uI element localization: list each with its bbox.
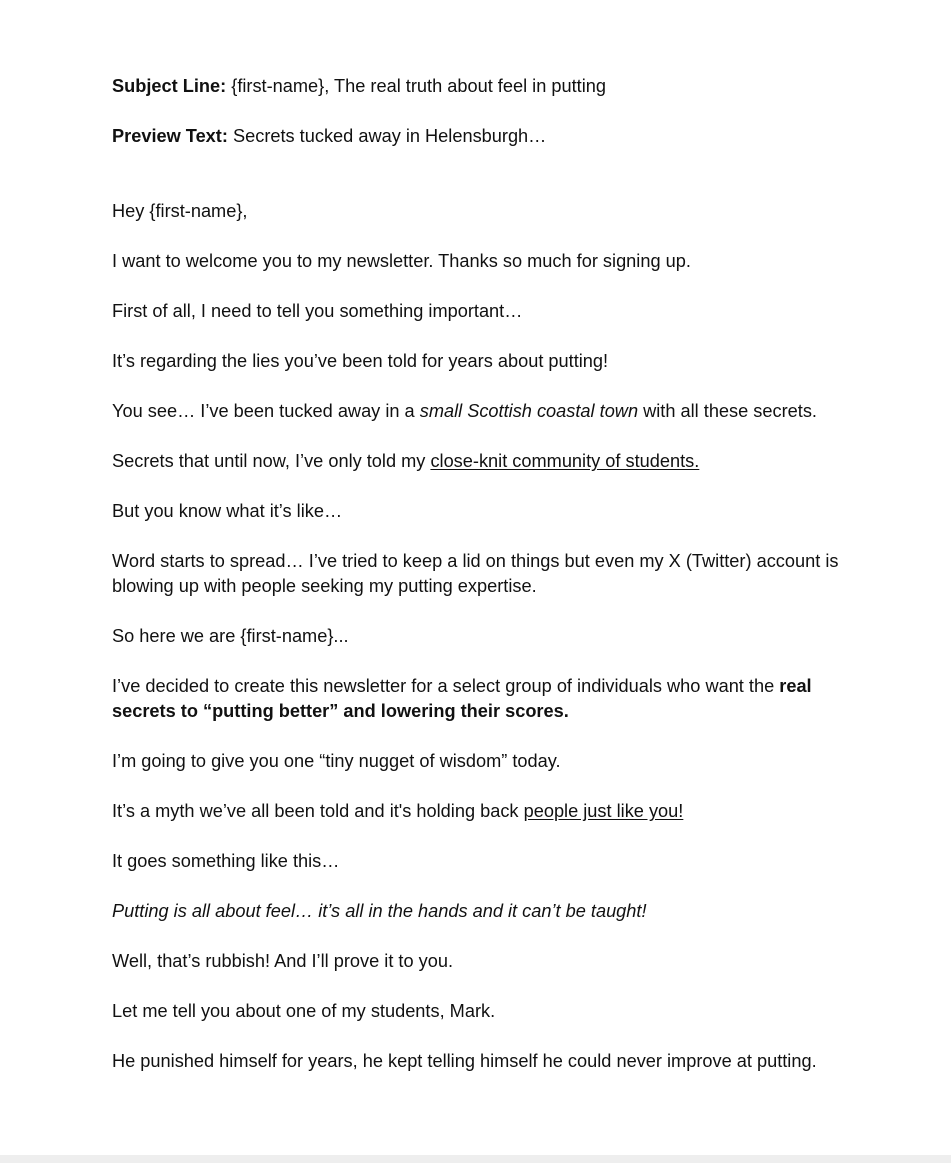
paragraph-you-see-end: with all these secrets. xyxy=(638,401,817,421)
paragraph-nugget: I’m going to give you one “tiny nugget of wisdom” today. xyxy=(112,751,561,771)
greeting: Hey {first-name}, xyxy=(112,201,248,221)
paragraph-know: But you know what it’s like… xyxy=(112,501,343,521)
subject-line-text: {first-name}, The real truth about feel in putting xyxy=(226,76,606,96)
subject-line xyxy=(112,74,872,99)
paragraph-first: First of all, I need to tell you something important… xyxy=(112,301,523,321)
students-community-link[interactable]: close-knit community of students. xyxy=(430,451,700,471)
page-bottom-edge xyxy=(0,1155,951,1163)
preview-text xyxy=(112,124,872,149)
preview-text-value: Secrets tucked away in Helensburgh… xyxy=(227,126,547,146)
paragraph-secrets-start: Secrets that until now, I’ve only told my xyxy=(112,451,431,471)
paragraph-punished: He punished himself for years, he kept telling himself he could never improve at putting. xyxy=(112,1051,817,1071)
subject-line-label: Subject Line: xyxy=(112,76,227,96)
paragraph-secrets xyxy=(112,449,872,474)
people-like-you-link[interactable]: people just like you! xyxy=(523,801,684,821)
paragraph-mark: Let me tell you about one of my students, Mark. xyxy=(112,1001,496,1021)
paragraph-decided-start: I’ve decided to create this newsletter for a select group of individuals who want the xyxy=(112,676,780,696)
paragraph-myth-start: It’s a myth we’ve all been told and it's holding back xyxy=(112,801,524,821)
paragraph-decided xyxy=(112,674,872,724)
paragraph-goes: It goes something like this… xyxy=(112,851,340,871)
newsletter-document xyxy=(112,74,872,1099)
paragraph-you-see-italic: small Scottish coastal town xyxy=(419,401,639,421)
paragraph-rubbish: Well, that’s rubbish! And I’ll prove it to you. xyxy=(112,951,454,971)
paragraph-word-spreads: Word starts to spread… I’ve tried to keep a lid on things but even my X (Twitter) account is blowing up with people seeking my putting expertise. xyxy=(112,551,839,596)
preview-text-label: Preview Text: xyxy=(112,126,228,146)
paragraph-myth xyxy=(112,799,872,824)
paragraph-you-see-start: You see… I’ve been tucked away in a xyxy=(112,401,420,421)
paragraph-you-see xyxy=(112,399,872,424)
paragraph-welcome: I want to welcome you to my newsletter. Thanks so much for signing up. xyxy=(112,251,691,271)
paragraph-decided-bold: real secrets to “putting better” and lowering their scores. xyxy=(112,676,812,721)
paragraph-lies: It’s regarding the lies you’ve been told for years about putting! xyxy=(112,351,609,371)
paragraph-quote: Putting is all about feel… it’s all in the hands and it can’t be taught! xyxy=(112,901,647,921)
paragraph-here-we-are: So here we are {first-name}... xyxy=(112,626,349,646)
